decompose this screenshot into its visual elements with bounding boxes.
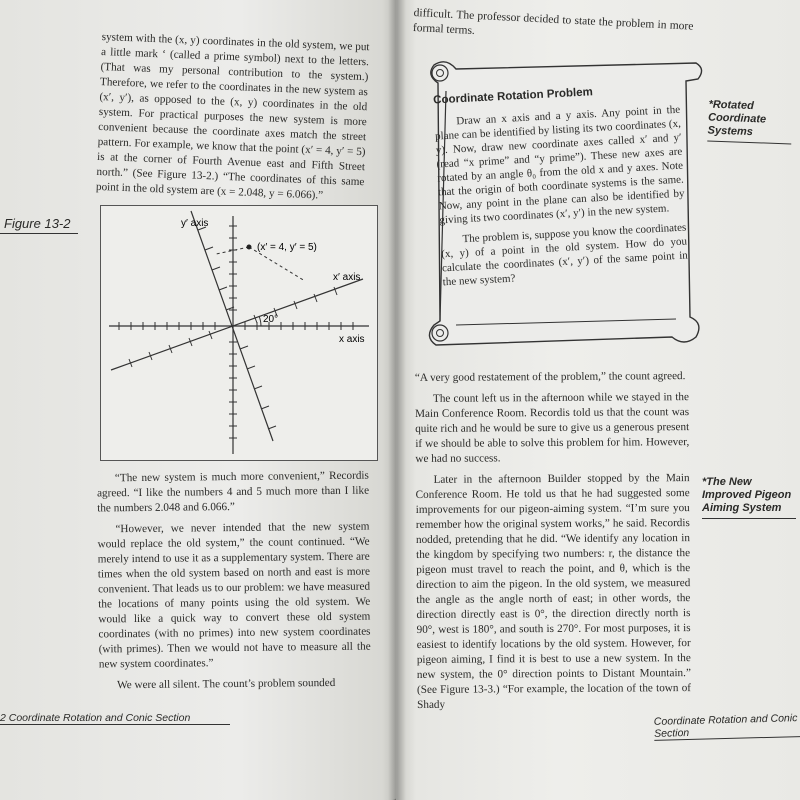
scroll-title: Coordinate Rotation Problem bbox=[432, 86, 594, 107]
right-paragraph: “A very good restatement of the problem,” the count agreed. bbox=[414, 370, 686, 384]
problem-scroll bbox=[416, 55, 706, 355]
left-footer: 2 Coordinate Rotation and Conic Section bbox=[0, 712, 230, 725]
left-page bbox=[0, 0, 398, 800]
scroll-paragraph: The problem is, suppose you know the coordinates (x, y) of a point in the old system. How do you calculate the coordinates (x′, y′) of the same point in the new system? bbox=[440, 221, 689, 289]
scroll-paragraph: Draw an x axis and a y axis. Any point in the plane can be identified by listing its two coordinates (x, y). Now, draw new coordinate axes called x′ and y′ (read “x prime” and “y prime”). These new axes are rotated by an angle θ₀ from the old x and y axes. Note that the origin of both coordinate systems is the same. Now, any point in the plane can also be identified by giving its two coordinates (x′, y′) in the new system. bbox=[434, 103, 685, 227]
point-label: (x′ = 4, y′ = 5) bbox=[257, 242, 317, 253]
x-prime-axis-line bbox=[111, 279, 363, 370]
figure-label: Figure 13-2 bbox=[0, 214, 78, 234]
x-axis-label: x axis bbox=[339, 334, 365, 345]
right-top-text bbox=[412, 6, 693, 56]
angle-arc bbox=[259, 316, 261, 326]
scroll-content bbox=[433, 81, 689, 296]
left-paragraph: We were all silent. The count’s problem sounded bbox=[116, 676, 336, 692]
left-paragraph: system with the (x, y) coordinates in the old system, we put a little mark ‘ (called a prime symbol) next to the letters. (That was my personal contribution to the system.) Therefore, we refer to the coordinates in the new system as (x′, y′), as opposed to the (x, y) coordinates in the old system. For practical purposes the new system is more convenient because the coordinate axes match the street pattern. For example, we know that the point (x′ = 4, y′ = 5) is at the corner of Fourth Avenue east and Fifth Street north.” (See Figure 13-2.) “The coordinates of this same point in the old system are (x = 2.048, y = 6.066).” bbox=[95, 30, 370, 202]
coordinate-diagram bbox=[101, 206, 377, 460]
right-page bbox=[396, 0, 800, 800]
side-note-rotated-coordinates: *Rotated Coordinate Systems bbox=[707, 99, 792, 145]
figure-13-2 bbox=[100, 205, 378, 461]
book-gutter bbox=[388, 0, 406, 800]
right-paragraph: The count left us in the afternoon while we stayed in the Main Conference Room. Recordis told us that the count was quite rich and he would be sure to give us a generous present if we should be able to solve this problem for him. However, we had no success. bbox=[415, 391, 690, 465]
right-intro: difficult. The professor decided to state the problem in more formal terms. bbox=[412, 6, 694, 37]
right-footer: Coordinate Rotation and Conic Section bbox=[654, 712, 800, 741]
left-paragraph: “However, we never intended that the new system would replace the old system,” the count continued. “We merely intend to use it as a supplementary system. There are times when the old system based on north and east is more convenient. That leads us to our problem: we have measured the locations of many points using the old system. We would like a quick way to convert these old system coordinates (with no primes) into new system coordinates (with primes). Then we would not have to measure all the new system coordinates.” bbox=[97, 520, 371, 671]
side-note-pigeon-aiming: *The New Improved Pigeon Aiming System bbox=[702, 476, 796, 519]
point-marker bbox=[247, 245, 252, 250]
right-body-text bbox=[415, 369, 691, 719]
left-paragraph: “The new system is much more convenient,” Recordis agreed. “I like the numbers 4 and 5 much more than I like the numbers 2.048 and 6.066.” bbox=[96, 469, 370, 515]
left-bottom-text bbox=[97, 469, 371, 700]
y-prime-axis-label: y′ axis bbox=[181, 218, 209, 229]
left-top-text bbox=[95, 30, 369, 211]
x-prime-axis-label: x′ axis bbox=[333, 272, 361, 283]
angle-label: 20° bbox=[263, 314, 279, 325]
right-paragraph: Later in the afternoon Builder stopped by the Main Conference Room. He told us that he had suggested some improvements for our pigeon-aiming system. “I’m sure you remember how the original system works,” he said. Recordis nodded, pretending that he did. “We identify any location in the kingdom by specifying two numbers: r, the distance the pigeon must travel to reach the point, and θ, which is the direction to aim the pigeon. In the old system, we measured the angle as the angle north of east; in other words, the direction directly east is 0°, the direction directly north is 90°, west is 180°, and south is 270°. For most purposes, it is easiest to identify locations by the old system. However, for pigeon aiming, I find it is best to use a new system. In the new system, the 0° direction points to Distant Mountain.” (See Figure 13-3.) “For example, the location of the town of Shady bbox=[415, 472, 692, 711]
y-prime-axis-ticks bbox=[198, 227, 279, 429]
